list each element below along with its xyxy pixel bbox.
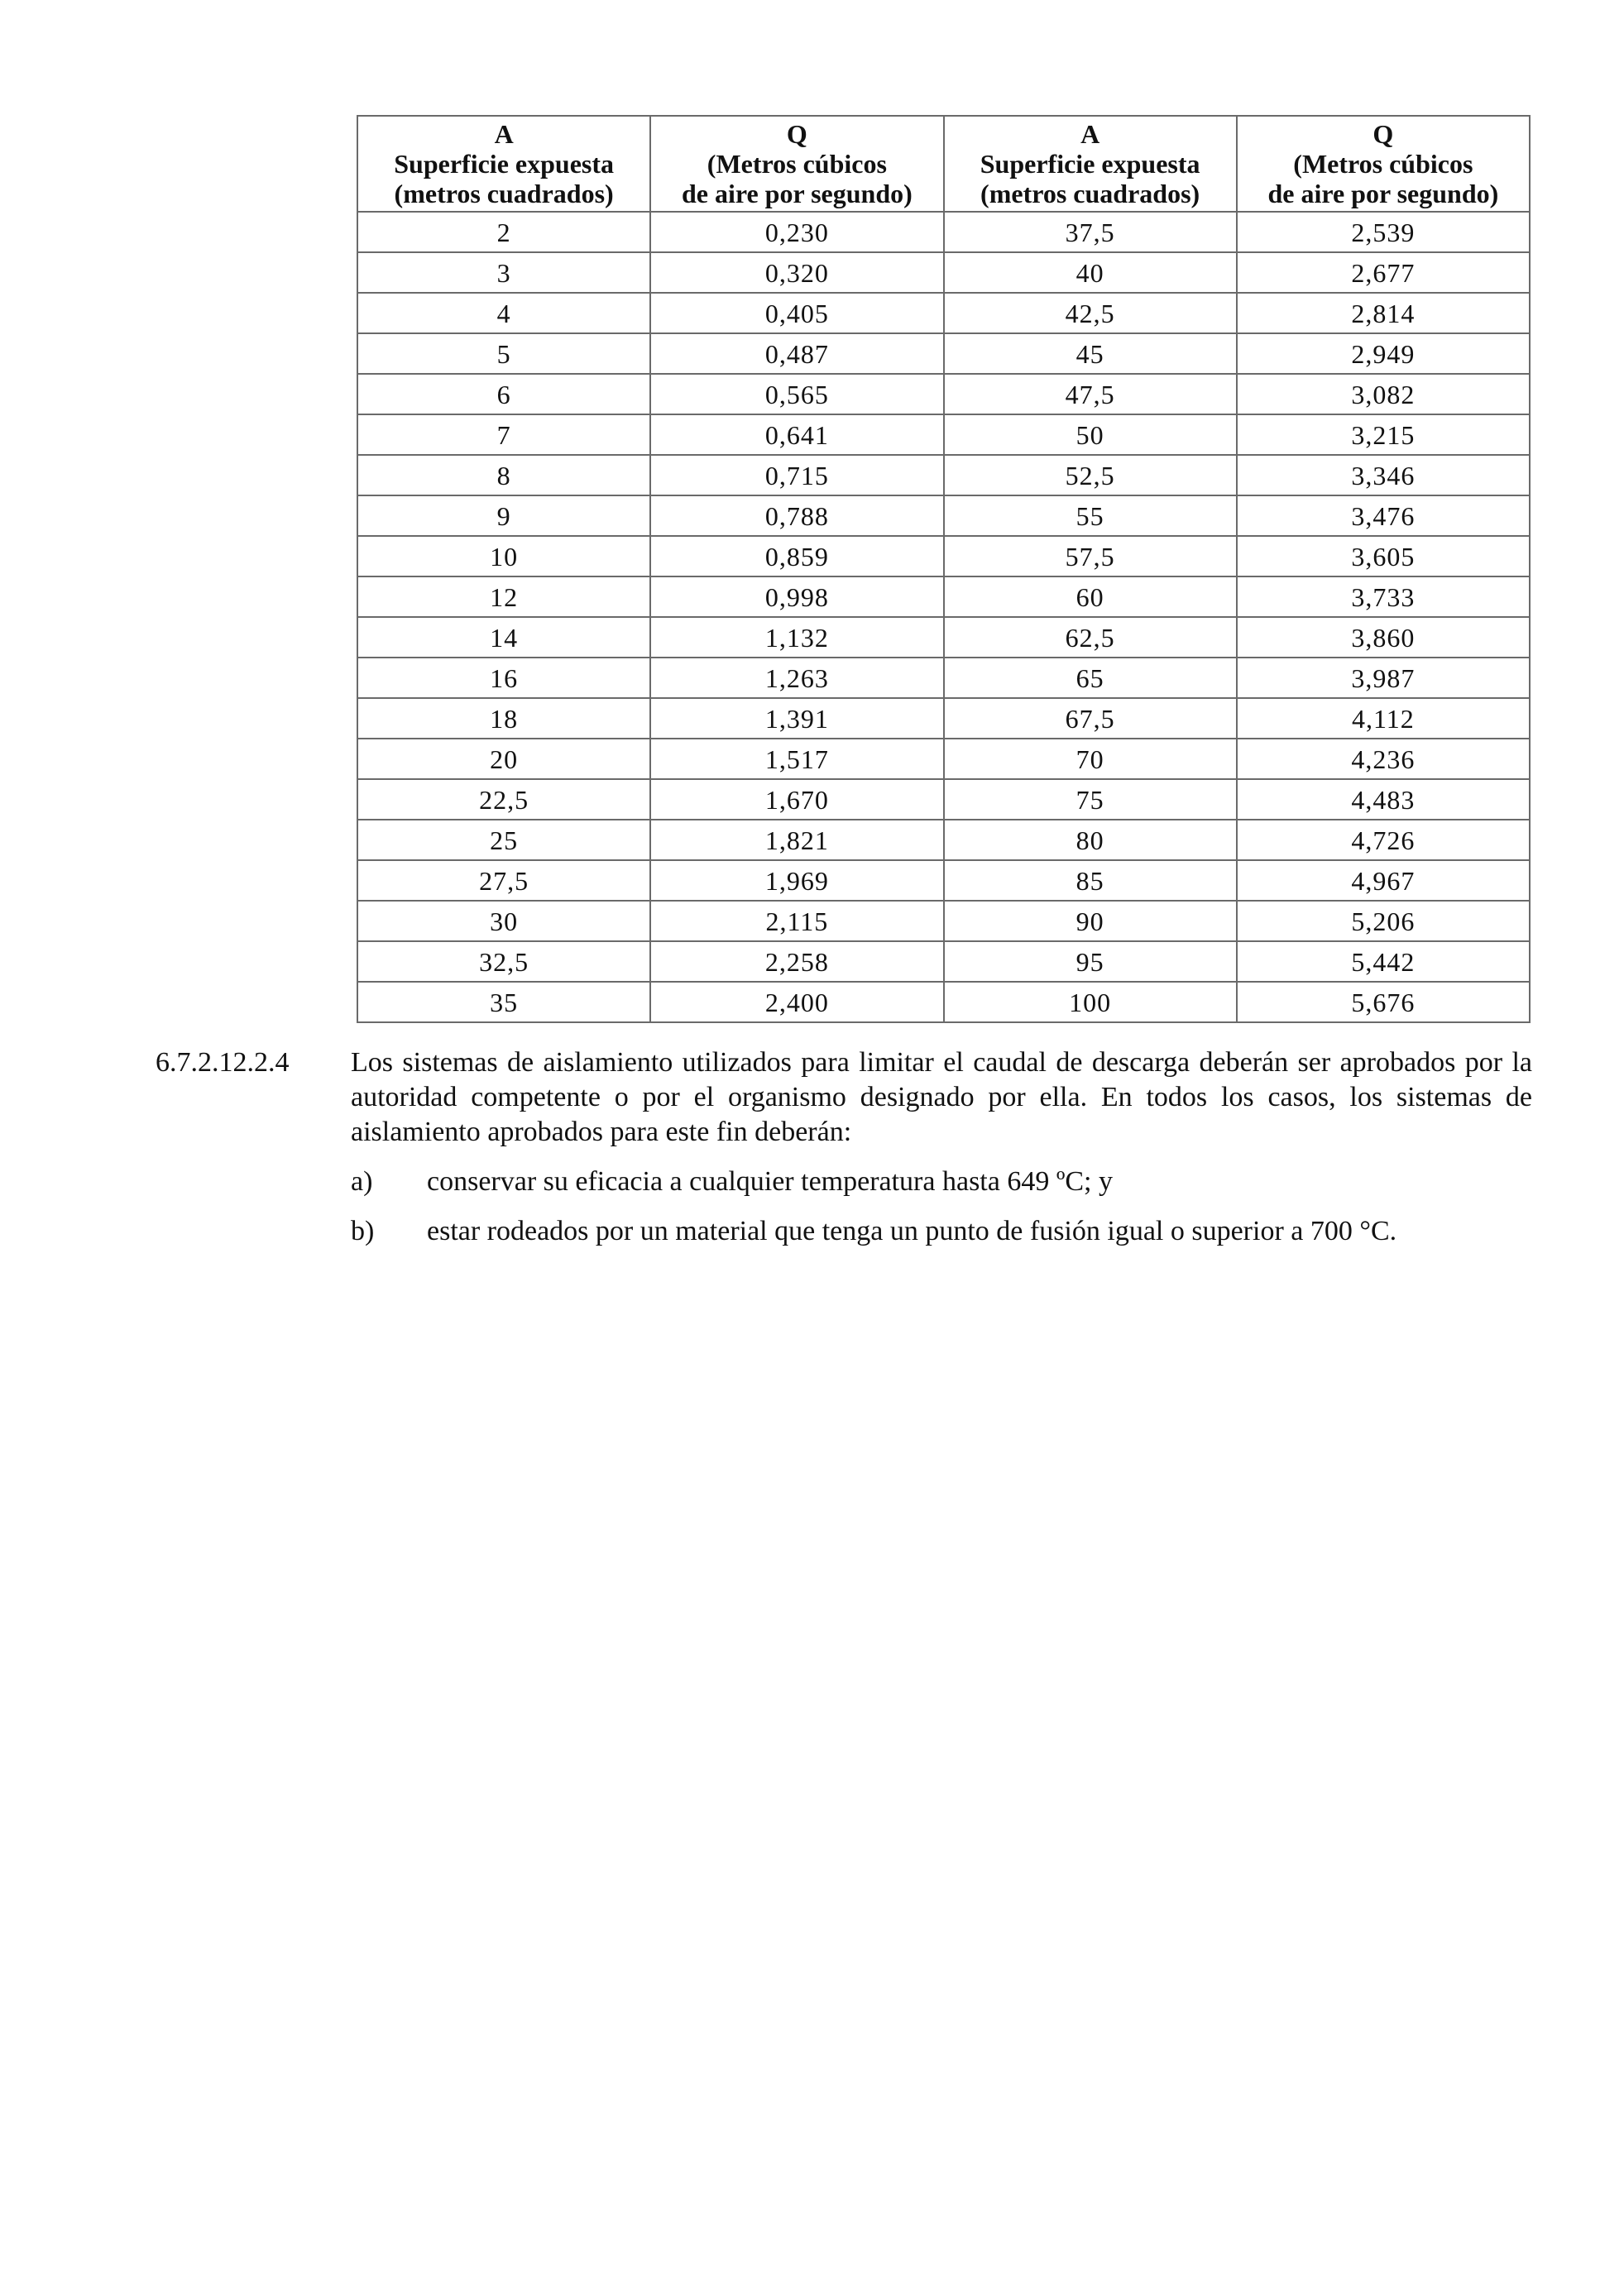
table-cell: 62,5 [944,617,1237,658]
table-row [357,820,1530,860]
table-cell: 42,5 [944,293,1237,333]
table-cell: 1,670 [650,779,943,820]
table-row [357,941,1530,982]
table-row [357,495,1530,536]
table-cell: 3,733 [1237,576,1530,617]
table-cell: 1,391 [650,698,943,739]
table-cell: 0,320 [650,252,943,293]
header-line: de aire por segundo) [1267,179,1499,208]
table-cell: 1,969 [650,860,943,901]
header-line: de aire por segundo) [681,179,913,208]
table-row [357,536,1530,576]
table-cell: 80 [944,820,1237,860]
table-cell: 100 [944,982,1237,1022]
table-cell: 16 [357,658,650,698]
table-cell: 18 [357,698,650,739]
flow-rate-table [357,115,1531,1023]
table-cell: 25 [357,820,650,860]
table-cell: 8 [357,455,650,495]
table-cell: 0,859 [650,536,943,576]
table-cell: 2 [357,212,650,252]
table-cell: 35 [357,982,650,1022]
table-row [357,658,1530,698]
header-row [357,116,1530,212]
table-cell: 5,676 [1237,982,1530,1022]
list-marker: a) [351,1166,373,1197]
table-row [357,455,1530,495]
table-cell: 27,5 [357,860,650,901]
table-cell: 3 [357,252,650,293]
table-cell: 32,5 [357,941,650,982]
table-cell: 0,715 [650,455,943,495]
table-row [357,739,1530,779]
table-cell: 20 [357,739,650,779]
table-cell: 7 [357,414,650,455]
table-cell: 3,605 [1237,536,1530,576]
table-cell: 85 [944,860,1237,901]
table-cell: 4,726 [1237,820,1530,860]
table-row [357,374,1530,414]
header-line: (Metros cúbicos [1293,149,1473,179]
table-row [357,414,1530,455]
table-cell: 0,998 [650,576,943,617]
table-cell: 60 [944,576,1237,617]
header-line: (metros cuadrados) [394,179,614,208]
table-row [357,212,1530,252]
table-cell: 4,967 [1237,860,1530,901]
table-cell: 37,5 [944,212,1237,252]
table-header [357,116,1530,212]
header-line: Q [1372,119,1394,149]
table-cell: 2,400 [650,982,943,1022]
table-cell: 3,476 [1237,495,1530,536]
table-cell: 4 [357,293,650,333]
table-cell: 0,487 [650,333,943,374]
table-cell: 2,539 [1237,212,1530,252]
table-cell: 3,987 [1237,658,1530,698]
table-row [357,901,1530,941]
table-row [357,617,1530,658]
header-line: (metros cuadrados) [980,179,1200,208]
table-cell: 2,677 [1237,252,1530,293]
table-cell: 1,132 [650,617,943,658]
table-body [357,212,1530,1022]
table-row [357,860,1530,901]
header-line: A [494,119,514,149]
table-cell: 3,346 [1237,455,1530,495]
header-cell-area-2 [944,116,1237,212]
table-cell: 2,949 [1237,333,1530,374]
table-cell: 2,115 [650,901,943,941]
table-cell: 0,641 [650,414,943,455]
table-cell: 4,483 [1237,779,1530,820]
table-row [357,982,1530,1022]
table-cell: 1,821 [650,820,943,860]
table-cell: 2,814 [1237,293,1530,333]
table-cell: 55 [944,495,1237,536]
paragraph-number: 6.7.2.12.2.4 [156,1047,290,1078]
table-cell: 5,206 [1237,901,1530,941]
table-cell: 10 [357,536,650,576]
list-item-text: conservar su eficacia a cualquier temperatura hasta 649 ºC; y [427,1166,1113,1197]
table-cell: 5 [357,333,650,374]
table-cell: 9 [357,495,650,536]
list-marker: b) [351,1216,375,1246]
header-line: (Metros cúbicos [707,149,887,179]
header-line: Superficie expuesta [394,149,614,179]
table-cell: 45 [944,333,1237,374]
table-cell: 65 [944,658,1237,698]
table-cell: 14 [357,617,650,658]
table-cell: 0,405 [650,293,943,333]
table-cell: 52,5 [944,455,1237,495]
header-cell-flow-2 [1237,116,1530,212]
table-cell: 5,442 [1237,941,1530,982]
table-cell: 0,565 [650,374,943,414]
paragraph-text: Los sistemas de aislamiento utilizados para limitar el caudal de descarga deberán ser aprobados por la autoridad competente o por el organismo designado por ella. En todos los casos, los sistemas de aislamiento aprobados para este fin deberán: [351,1047,1532,1147]
table-cell: 0,788 [650,495,943,536]
table-cell: 3,860 [1237,617,1530,658]
table-cell: 57,5 [944,536,1237,576]
table-cell: 40 [944,252,1237,293]
table-cell: 67,5 [944,698,1237,739]
table-row [357,252,1530,293]
table-cell: 4,112 [1237,698,1530,739]
table-row [357,576,1530,617]
table-cell: 95 [944,941,1237,982]
list-item-text: estar rodeados por un material que tenga un punto de fusión igual o superior a 700 °C. [427,1216,1397,1246]
table-cell: 3,215 [1237,414,1530,455]
table-row [357,333,1530,374]
table-cell: 22,5 [357,779,650,820]
table-cell: 47,5 [944,374,1237,414]
table-cell: 1,517 [650,739,943,779]
header-line: Q [786,119,807,149]
table-cell: 0,230 [650,212,943,252]
table-row [357,293,1530,333]
table-row [357,698,1530,739]
header-line: A [1080,119,1100,149]
header-cell-flow-1 [650,116,943,212]
table-cell: 70 [944,739,1237,779]
table-row [357,779,1530,820]
table-cell: 50 [944,414,1237,455]
table-cell: 12 [357,576,650,617]
table-cell: 30 [357,901,650,941]
table-cell: 4,236 [1237,739,1530,779]
table-cell: 3,082 [1237,374,1530,414]
table-cell: 1,263 [650,658,943,698]
table-cell: 6 [357,374,650,414]
table-cell: 75 [944,779,1237,820]
table-cell: 90 [944,901,1237,941]
header-cell-area-1 [357,116,650,212]
table-cell: 2,258 [650,941,943,982]
header-line: Superficie expuesta [980,149,1200,179]
